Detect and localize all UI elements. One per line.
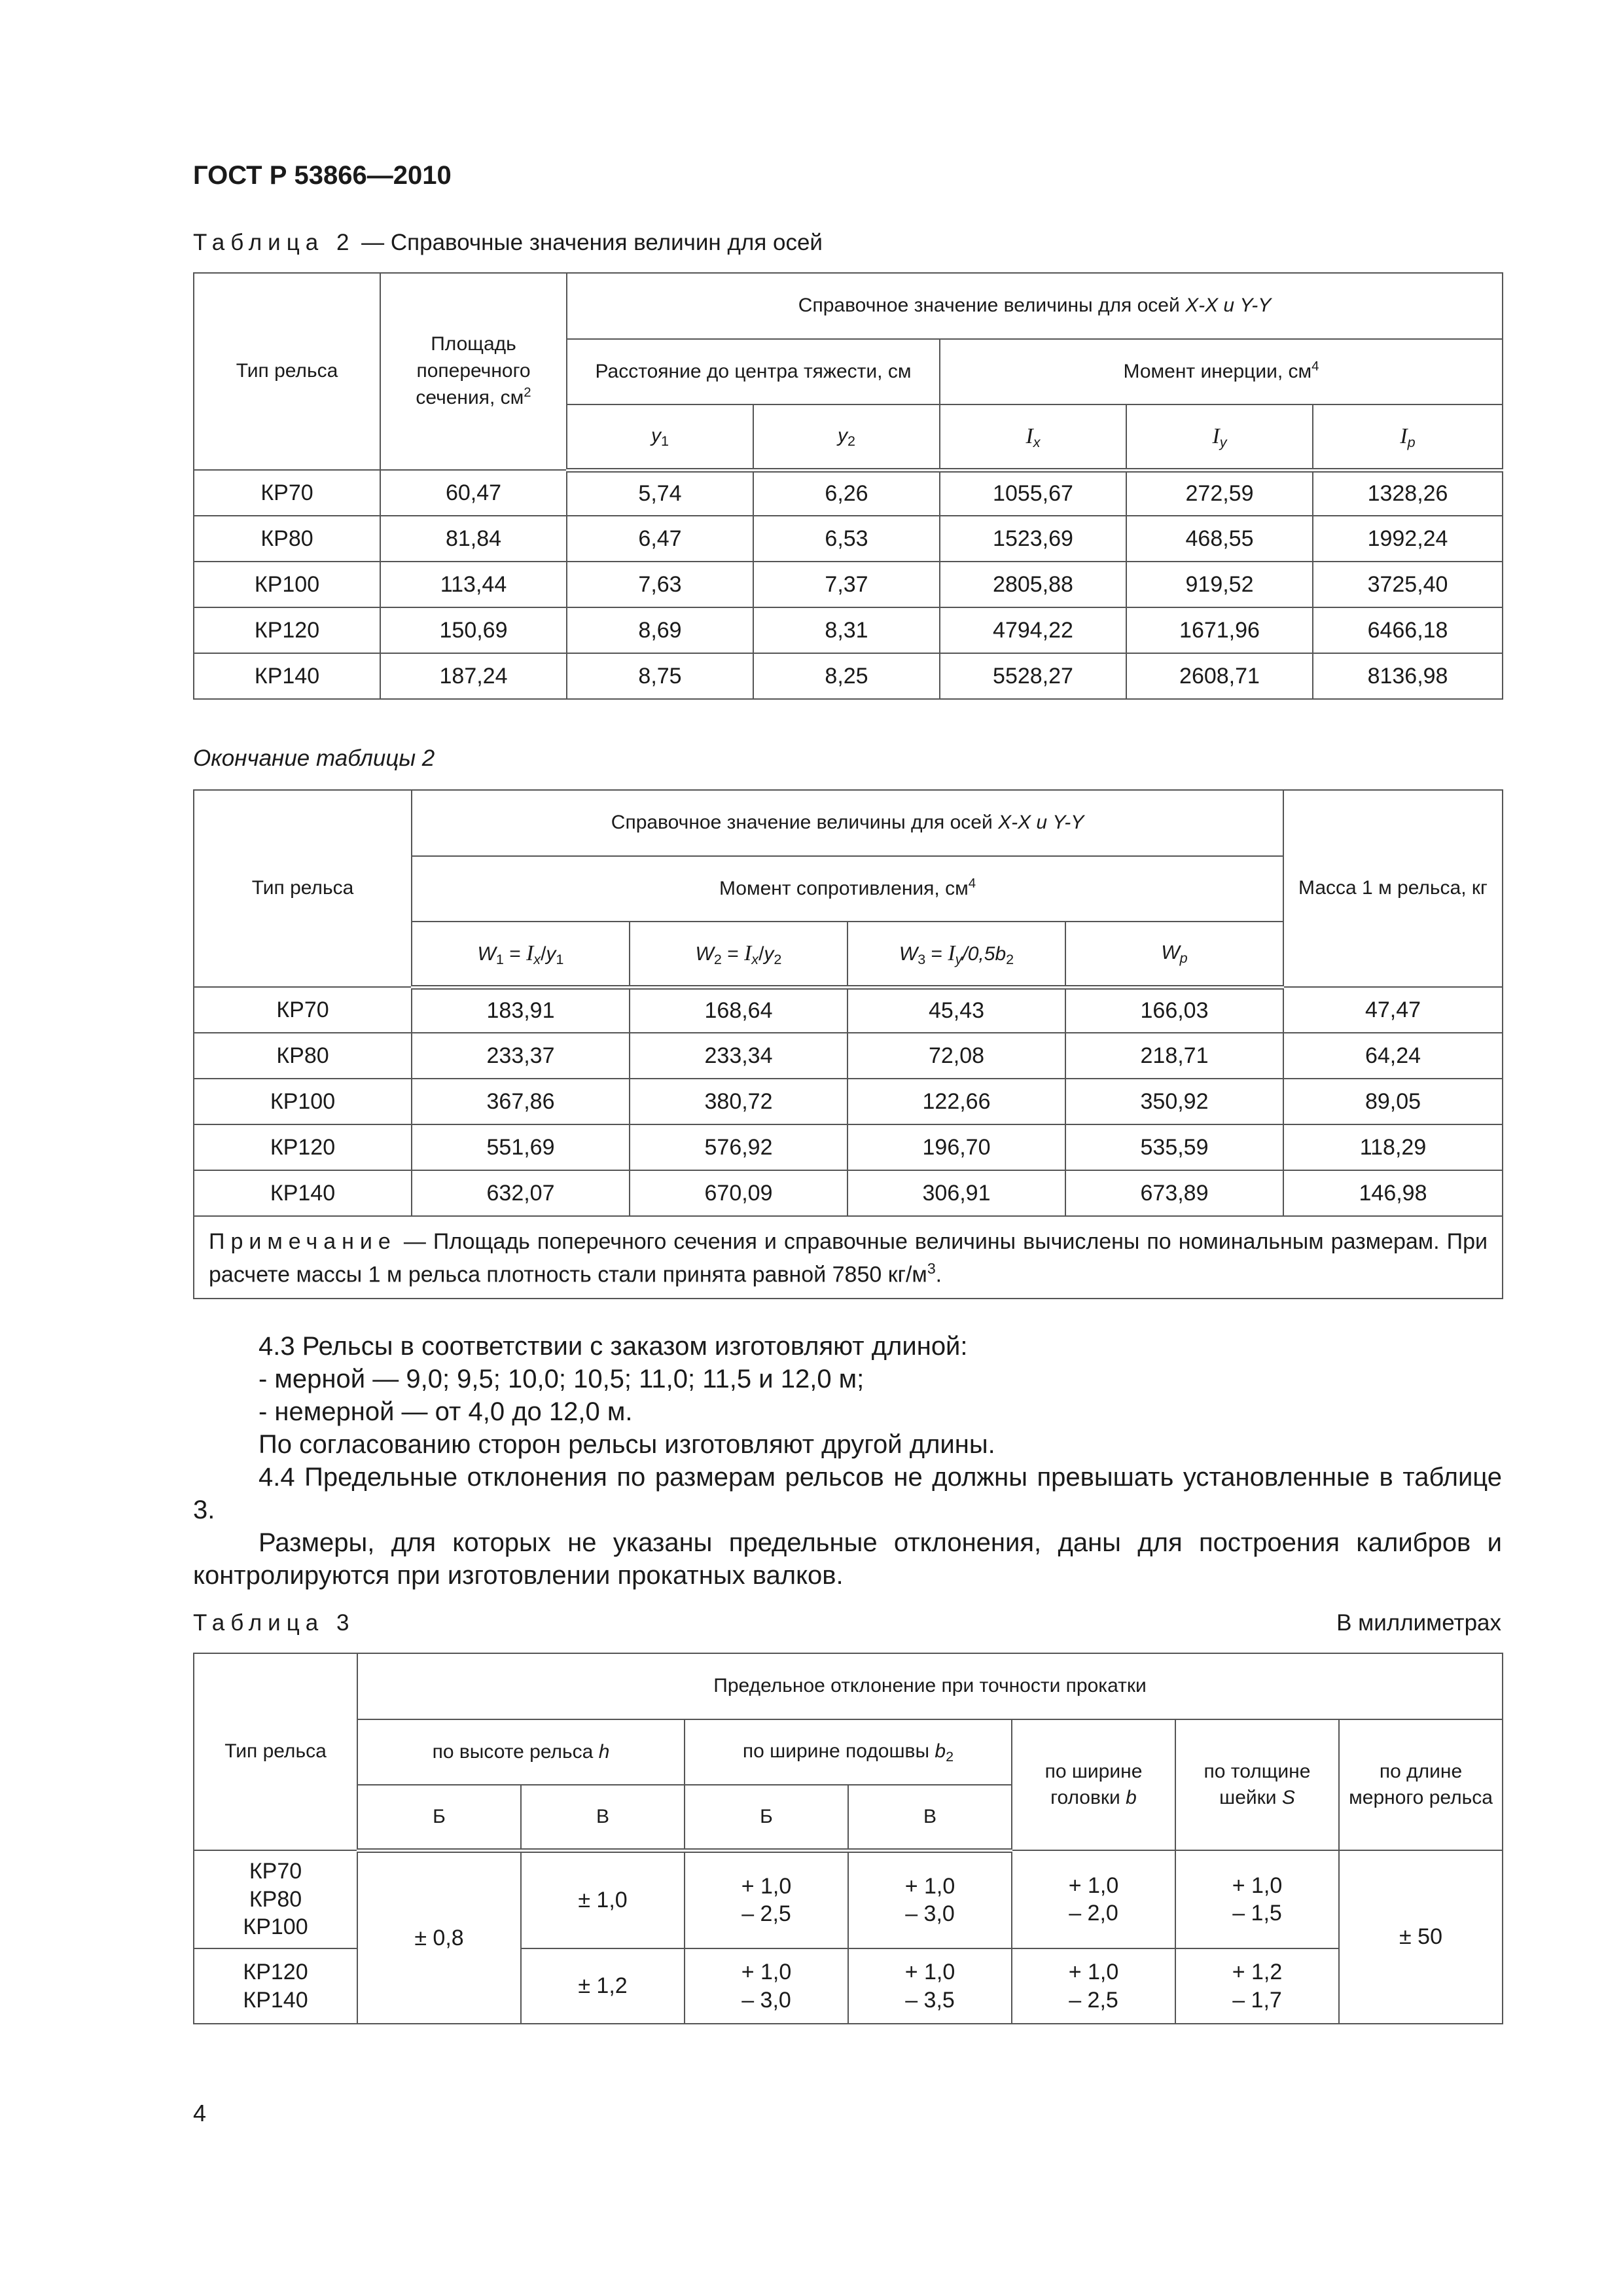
table-cell: 8,75 (567, 653, 753, 699)
table-cell: 187,24 (380, 653, 567, 699)
table2-caption-text: — Справочные значения величин для осей (355, 230, 823, 255)
table2-end (193, 789, 1503, 1299)
table-cell: 72,08 (847, 1033, 1065, 1079)
table-cell: 272,59 (1126, 470, 1313, 516)
table-row (194, 470, 1503, 516)
table-cell: КР140 (194, 653, 380, 699)
table2-end-header-wp: $W_p$ (1065, 922, 1283, 987)
table-cell: 113,44 (380, 562, 567, 607)
table3-g1-sole-v: + 1,0 – 3,0 (848, 1850, 1012, 1948)
page-number: 4 (193, 2100, 207, 2126)
table-cell: 233,37 (412, 1033, 630, 1079)
table-cell: 551,69 (412, 1124, 630, 1170)
table2-header-ix: $I_x$ (940, 404, 1126, 470)
table-cell: КР80 (194, 1033, 412, 1079)
table-cell: 1523,69 (940, 516, 1126, 562)
table-cell: 5528,27 (940, 653, 1126, 699)
table-cell: 535,59 (1065, 1124, 1283, 1170)
note-label: Примечание (209, 1229, 397, 1254)
table2-header-ip: $I_p$ (1313, 404, 1503, 470)
table-cell: 118,29 (1283, 1124, 1503, 1170)
table2-header-type: Тип рельса (194, 273, 380, 470)
table-row (194, 1124, 1503, 1170)
table2-caption (193, 230, 823, 256)
table2-header-distance: Расстояние до центра тяжести, см (567, 339, 940, 404)
table3-header-height-b: Б (357, 1785, 521, 1850)
table-cell: КР80 (194, 516, 380, 562)
table3-length: ± 50 (1339, 1850, 1503, 2024)
table-cell: 6,26 (753, 470, 940, 516)
body-text (193, 1330, 1502, 1592)
table-cell: 8,25 (753, 653, 940, 699)
table2-end-header-w2: $W_2 = I_x/y_2$ (630, 922, 847, 987)
paragraph: По согласованию сторон рельсы изготовляют другой длины. (259, 1430, 995, 1459)
table3-g2-sole-v: + 1,0 – 3,5 (848, 1948, 1012, 2024)
table2-note: Примечание — Площадь поперечного сечения и справочные величины вычислены по номинальным размерам. При расчете массы 1 м рельса плотность стали принята равной 7850 $кг/м^3$. (194, 1216, 1503, 1299)
table3-g1-height-v: ± 1,0 (521, 1850, 685, 1948)
table-cell: 3725,40 (1313, 562, 1503, 607)
table3-header-head: по ширине головки b (1012, 1719, 1175, 1850)
table-row (194, 987, 1503, 1033)
table-cell: 146,98 (1283, 1170, 1503, 1216)
table-cell: 1055,67 (940, 470, 1126, 516)
table-cell: 576,92 (630, 1124, 847, 1170)
table2-end-header-type: Тип рельса (194, 790, 412, 987)
table-row (194, 516, 1503, 562)
table-cell: 306,91 (847, 1170, 1065, 1216)
paragraph: Размеры, для которых не указаны предельные отклонения, даны для построения калибров и контролируются при изготовлении прокатных валков. (193, 1528, 1502, 1590)
document-header: ГОСТ Р 53866—2010 (193, 161, 452, 190)
table-cell: 468,55 (1126, 516, 1313, 562)
table-row (194, 607, 1503, 653)
table-cell: КР70 (194, 470, 380, 516)
table-cell: 45,43 (847, 987, 1065, 1033)
table3-g1-neck: + 1,0 – 1,5 (1175, 1850, 1339, 1948)
table3-units: В миллиметрах (1336, 1610, 1501, 1636)
table-cell: 6466,18 (1313, 607, 1503, 653)
table-cell: 4794,22 (940, 607, 1126, 653)
paragraph: 4.3 Рельсы в соответствии с заказом изготовляют длиной: (259, 1332, 968, 1361)
table-cell: 367,86 (412, 1079, 630, 1124)
table-row (194, 1033, 1503, 1079)
table-cell: 60,47 (380, 470, 567, 516)
table2-end-header-w1: $W_1 = I_x/y_1$ (412, 922, 630, 987)
table-row (194, 1850, 1503, 1948)
table-cell: 7,63 (567, 562, 753, 607)
table-cell: 8136,98 (1313, 653, 1503, 699)
table-cell: 670,09 (630, 1170, 847, 1216)
table3-g2-head: + 1,0 – 2,5 (1012, 1948, 1175, 2024)
table3-g1-head: + 1,0 – 2,0 (1012, 1850, 1175, 1948)
table-cell: 6,47 (567, 516, 753, 562)
table2 (193, 272, 1503, 700)
table-cell: 8,31 (753, 607, 940, 653)
table2-end-header-group: Справочное значение величины для осей X-X и Y-Y (412, 790, 1283, 856)
table-cell: КР100 (194, 1079, 412, 1124)
table2-end-header-mass: Масса 1 м рельса, кг (1283, 790, 1503, 987)
table-cell: 89,05 (1283, 1079, 1503, 1124)
table-cell: КР140 (194, 1170, 412, 1216)
table-cell: 1992,24 (1313, 516, 1503, 562)
table2-header-inertia: Момент инерции, $см^4$ (940, 339, 1503, 404)
table2-header-iy: $I_y$ (1126, 404, 1313, 470)
table-cell: 632,07 (412, 1170, 630, 1216)
table-cell: 166,03 (1065, 987, 1283, 1033)
table2-caption-label: Таблица 2 (193, 230, 355, 255)
table-cell: 150,69 (380, 607, 567, 653)
table3-header-group: Предельное отклонение при точности прокатки (357, 1653, 1503, 1719)
table-cell: 380,72 (630, 1079, 847, 1124)
table-cell: 2608,71 (1126, 653, 1313, 699)
table-cell: 1328,26 (1313, 470, 1503, 516)
table3-header-sole-b: Б (685, 1785, 848, 1850)
table-cell: 5,74 (567, 470, 753, 516)
table-cell: 2805,88 (940, 562, 1126, 607)
table-row (194, 562, 1503, 607)
table-row (194, 653, 1503, 699)
table-cell: 233,34 (630, 1033, 847, 1079)
table3-types-group2: КР120 КР140 (194, 1948, 357, 2024)
paragraph: - мерной — 9,0; 9,5; 10,0; 10,5; 11,0; 11,5 и 12,0 м; (259, 1365, 865, 1393)
paragraph: - немерной — от 4,0 до 12,0 м. (259, 1397, 633, 1426)
table3-header-sole-v: В (848, 1785, 1012, 1850)
table2-header-area: Площадь поперечного сечения, $см^2$ (380, 273, 567, 470)
table-cell: 8,69 (567, 607, 753, 653)
table3-header-length: по длине мерного рельса (1339, 1719, 1503, 1850)
table-cell: 350,92 (1065, 1079, 1283, 1124)
table-cell: КР120 (194, 607, 380, 653)
table3-g2-neck: + 1,2 – 1,7 (1175, 1948, 1339, 2024)
table2-header-y1: $y_1$ (567, 404, 753, 470)
table3-g2-sole-b: + 1,0 – 3,0 (685, 1948, 848, 2024)
table2-end-caption: Окончание таблицы 2 (193, 745, 435, 771)
table-cell: 218,71 (1065, 1033, 1283, 1079)
table-row (194, 1170, 1503, 1216)
table2-header-group: Справочное значение величины для осей X-X и Y-Y (567, 273, 1503, 339)
table-cell: 64,24 (1283, 1033, 1503, 1079)
table-cell: 47,47 (1283, 987, 1503, 1033)
table3-g2-height-v: ± 1,2 (521, 1948, 685, 2024)
table-cell: 7,37 (753, 562, 940, 607)
table3-header-height: по высоте рельса h (357, 1719, 685, 1785)
table2-end-header-w3: $W_3 = I_y/0,5b_2$ (847, 922, 1065, 987)
table3-header-sole: по ширине подошвы $b_2$ (685, 1719, 1012, 1785)
table-cell: 6,53 (753, 516, 940, 562)
paragraph: 4.4 Предельные отклонения по размерам рельсов не должны превышать установленные в таблице 3. (193, 1463, 1502, 1524)
table3 (193, 1653, 1503, 2024)
table3-g1-sole-b: + 1,0 – 2,5 (685, 1850, 848, 1948)
table3-height-b: ± 0,8 (357, 1850, 521, 2024)
table3-header-neck: по толщине шейки S (1175, 1719, 1339, 1850)
table-cell: 196,70 (847, 1124, 1065, 1170)
table-cell: 1671,96 (1126, 607, 1313, 653)
table3-types-group1: КР70 КР80 КР100 (194, 1850, 357, 1948)
table-row (194, 1079, 1503, 1124)
table-cell: 122,66 (847, 1079, 1065, 1124)
table-cell: 81,84 (380, 516, 567, 562)
table2-header-y2: $y_2$ (753, 404, 940, 470)
table-cell: 183,91 (412, 987, 630, 1033)
table3-header-height-v: В (521, 1785, 685, 1850)
table-cell: КР120 (194, 1124, 412, 1170)
table-cell: 168,64 (630, 987, 847, 1033)
table-cell: 673,89 (1065, 1170, 1283, 1216)
table-cell: КР100 (194, 562, 380, 607)
table-cell: КР70 (194, 987, 412, 1033)
table3-caption: Таблица 3 (193, 1610, 355, 1636)
table-cell: 919,52 (1126, 562, 1313, 607)
table3-header-type: Тип рельса (194, 1653, 357, 1850)
table2-end-header-moment: Момент сопротивления, $см^4$ (412, 856, 1283, 922)
